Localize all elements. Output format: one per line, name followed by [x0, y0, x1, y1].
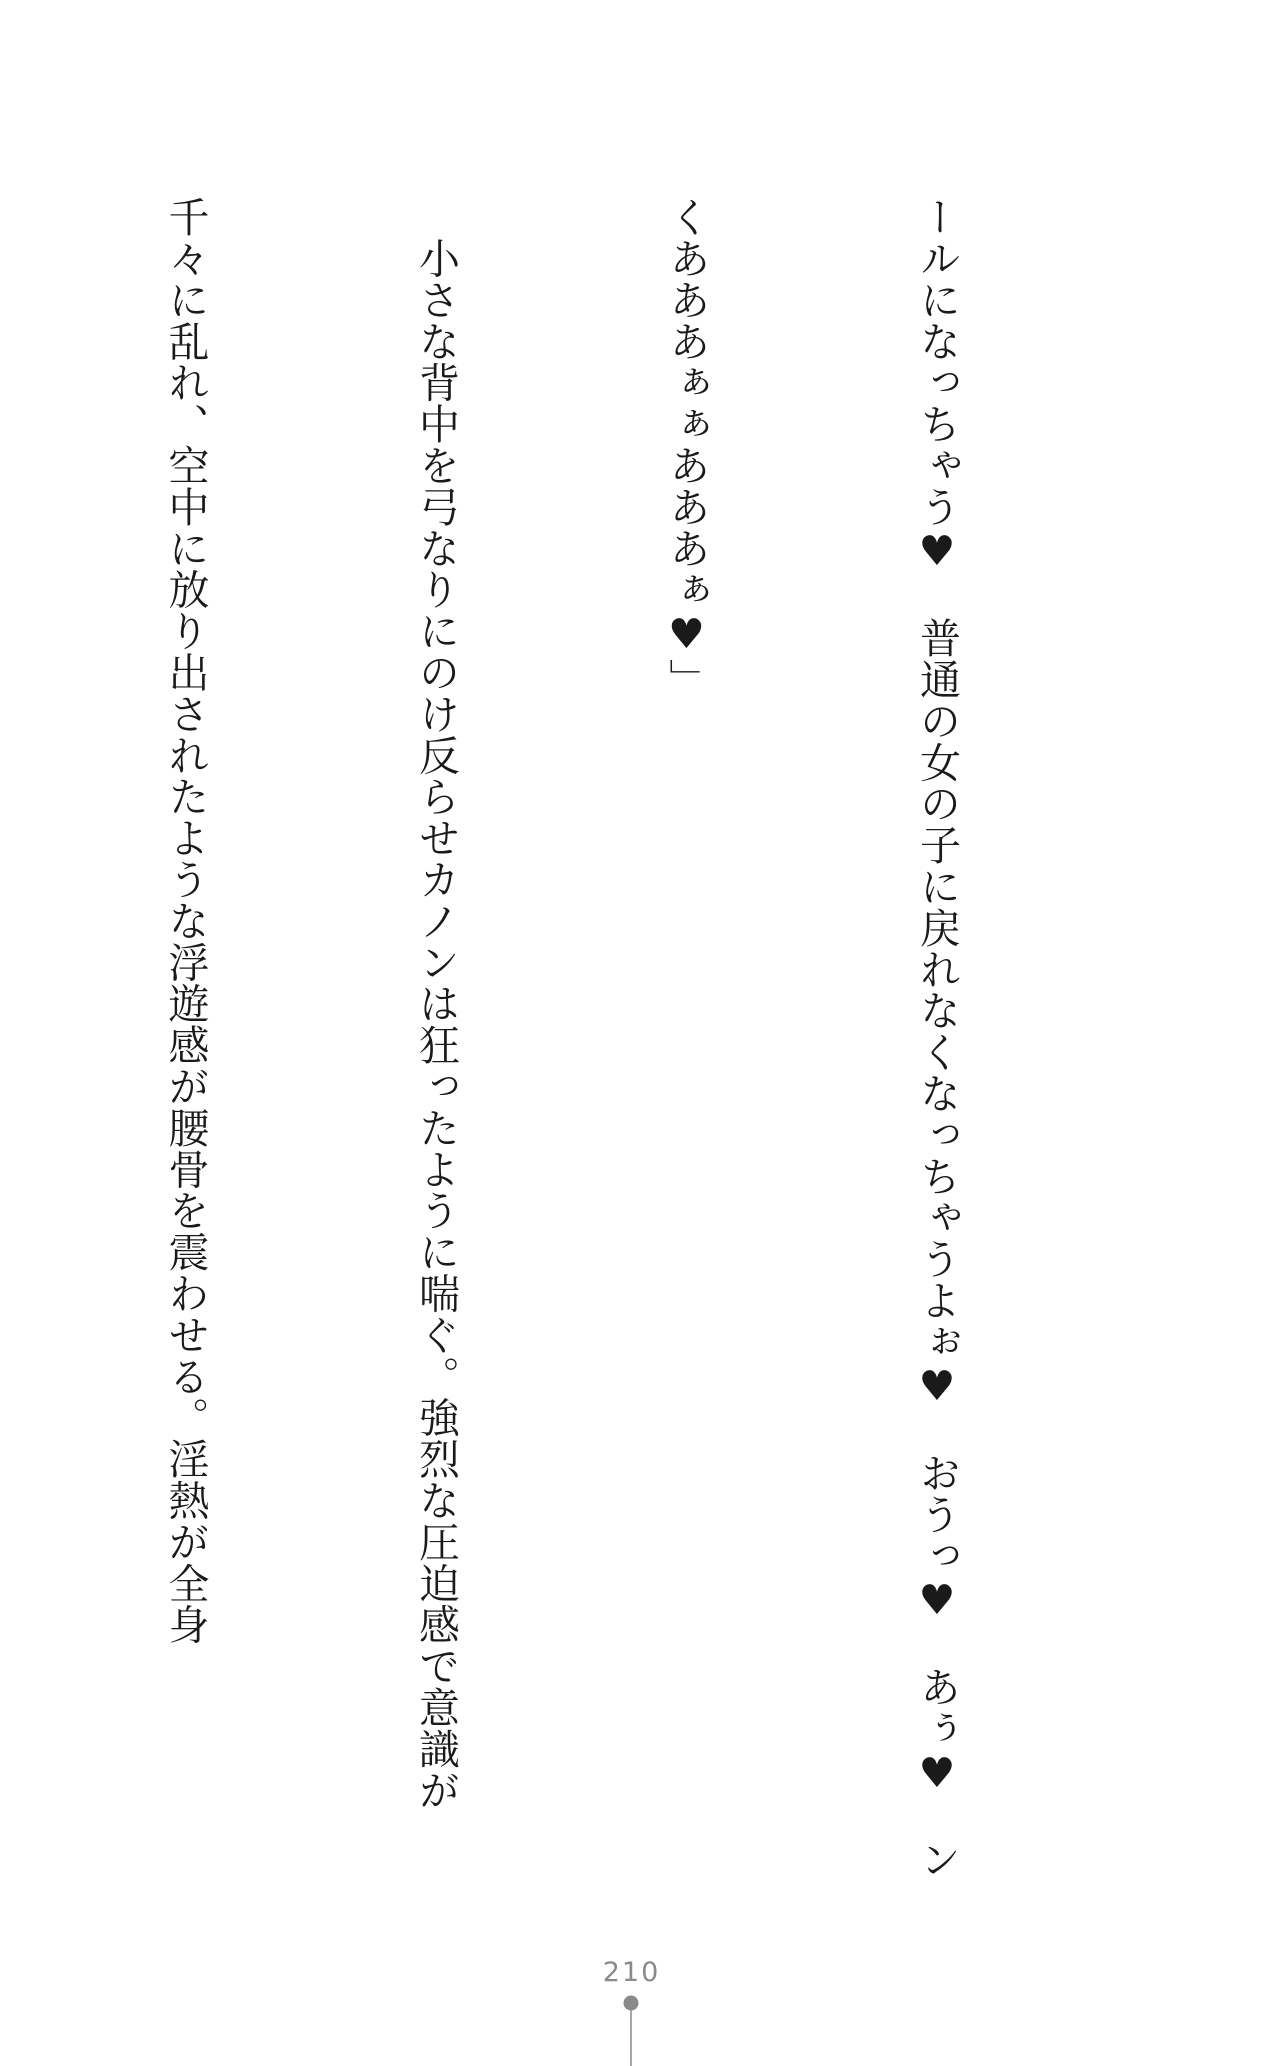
text-line: くあああぁぁあああぁ♥」 [662, 196, 711, 700]
page-marker-icon [623, 1995, 639, 2066]
text-line: 千々に乱れ、空中に放り出されたような浮遊感が腰骨を震わせる。淫熱が全身 [161, 196, 210, 1645]
body-text [0, 196, 1145, 1880]
text-line: 小さな背中を弓なりにのけ反らせカノンは狂ったように喘ぐ。強烈な圧迫感で意識が [412, 196, 460, 1811]
text-line: ールになっちゃう♥ 普通の女の子に戻れなくなっちゃうよぉ♥ おうっ♥ あぅ♥ ン [913, 196, 961, 1880]
page-number: 210 [602, 1957, 661, 1988]
